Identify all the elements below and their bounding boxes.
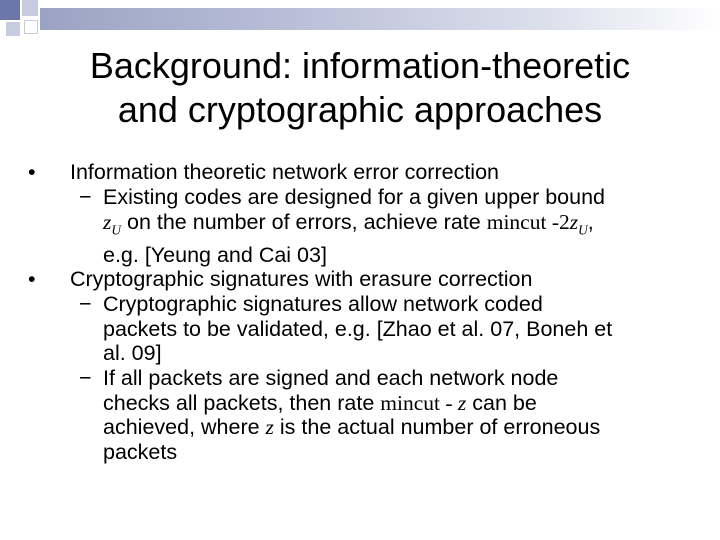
deco-square <box>24 20 38 34</box>
bullet-2-sub-1-line-3: al. 09] <box>103 341 162 366</box>
title-line-2: and cryptographic approaches <box>117 89 603 130</box>
bullet-marker: • <box>28 160 36 184</box>
bullet-2 <box>26 267 706 292</box>
minus-sign: - <box>439 390 458 415</box>
bullet-marker: • <box>28 267 36 292</box>
bullet-2-sub-1-line-2: packets to be validated, e.g. [Zhao et al. 07, Boneh et <box>103 316 613 341</box>
bullet-1-text: Information theoretic network error correction <box>70 160 499 184</box>
deco-square <box>0 0 20 20</box>
sub-bullet-marker: − <box>79 366 92 391</box>
bullet-2-text: Cryptographic signatures with erasure correction <box>70 267 533 292</box>
sub-bullet-marker: − <box>79 185 92 210</box>
decorative-header-squares <box>0 0 720 40</box>
slide-title <box>40 44 680 132</box>
line-2-post: can be <box>466 390 537 415</box>
slide-body <box>26 160 706 464</box>
text-mid: on the number of errors, achieve rate <box>121 209 487 234</box>
bullet-2-sub-1-line-1: Cryptographic signatures allow network coded <box>103 292 543 317</box>
bullet-2-sub-1 <box>26 292 706 366</box>
bullet-2-sub-2-line-2 <box>103 391 706 416</box>
line-2-pre: checks all packets, then rate <box>103 390 381 415</box>
bullet-2-sub-2-line-3 <box>103 415 706 440</box>
var-z: z <box>457 390 467 415</box>
deco-square <box>6 22 20 36</box>
bullet-2-sub-2-line-1: If all packets are signed and each network node <box>103 366 559 391</box>
bullet-1 <box>26 160 706 185</box>
mincut-term: mincut <box>380 390 440 415</box>
deco-square <box>22 0 38 16</box>
line-3-post: is the actual number of erroneous <box>273 415 601 440</box>
subscript-U: U <box>111 221 122 237</box>
bullet-2-sub-2 <box>26 366 706 464</box>
title-line-1: Background: information-theoretic <box>89 45 631 86</box>
bullet-1-sub-1-line-2 <box>103 210 706 243</box>
header-gradient-strip <box>40 8 720 30</box>
var-z: z <box>265 415 274 440</box>
var-z: z <box>103 209 112 234</box>
sub-bullet-marker: − <box>79 292 92 317</box>
mincut-term: mincut <box>486 209 547 234</box>
comma: , <box>587 209 594 234</box>
bullet-1-sub-1-line-1: Existing codes are designed for a given upper bound <box>103 185 606 210</box>
var-z: z <box>569 209 579 234</box>
subscript-U: U <box>578 221 588 237</box>
bullet-1-sub-1-line-3: e.g. [Yeung and Cai 03] <box>103 242 327 267</box>
line-3-pre: achieved, where <box>103 415 266 440</box>
bullet-2-sub-2-line-4: packets <box>103 439 178 464</box>
minus-2: -2 <box>546 209 570 234</box>
bullet-1-sub-1 <box>26 185 706 267</box>
